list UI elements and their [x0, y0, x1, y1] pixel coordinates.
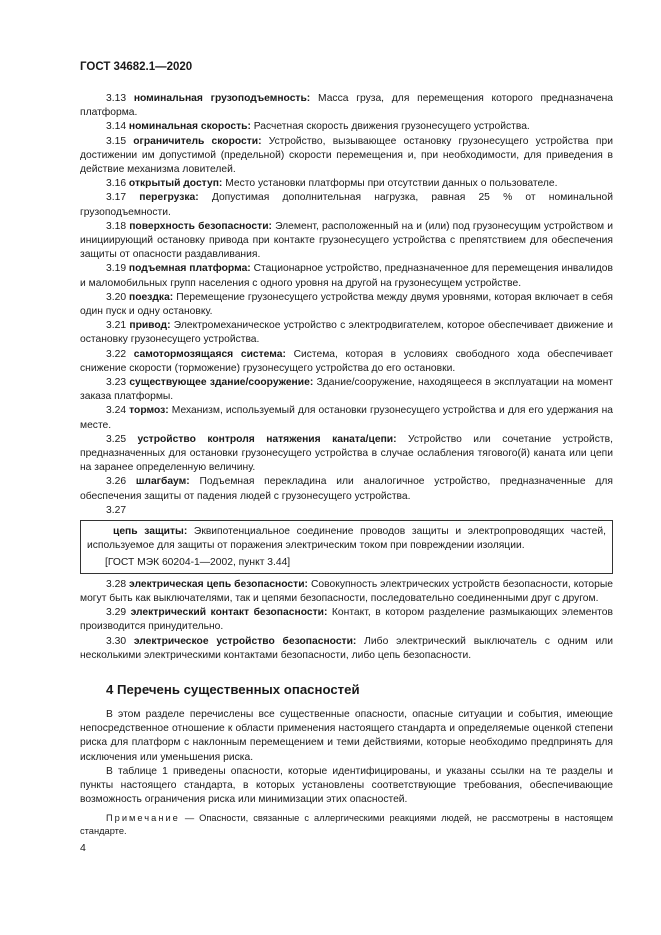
term-label: самотормозящаяся система:: [133, 348, 286, 360]
section-paragraph-1: В этом разделе перечислены все существенные опасности, опасные ситуации и события, имеющие непосредственное отношение к области применения настоящего стандарта и определяемые оценкой степени риска для платформ с наклонным перемещением и теми действиями, которые необходимо предпринять для исключения или уменьшения риска.: [80, 708, 613, 763]
term-definition: Допустимая дополнительная нагрузка, равная 25 % от номинальной грузоподъемности.: [80, 192, 613, 218]
term-definition: Система, которая в условиях свободного хода обеспечивает снижение скорости (торможение) грузонесущего устройства до его остановки.: [80, 348, 613, 374]
term-definition: Место установки платформы при отсутствии данных о пользователе.: [225, 178, 558, 190]
term-number: 3.25: [106, 433, 127, 445]
term-label: тормоз:: [129, 405, 169, 417]
term-number: 3.13: [106, 93, 127, 104]
term-label: номинальная скорость:: [128, 121, 251, 133]
term-label: устройство контроля натяжения каната/цепи:: [137, 433, 397, 445]
term-definition: Электромеханическое устройство с электродвигателем, которое обеспечивает движение и остановку грузонесущего устройства.: [80, 320, 613, 346]
term-number: 3.17: [106, 192, 127, 204]
term-label: шлагбаум:: [135, 476, 190, 488]
term-entry: [80, 606, 613, 634]
term-number: 3.30: [106, 635, 127, 647]
term-label: ограничитель скорости:: [133, 135, 262, 147]
note-label: Примечание: [106, 813, 180, 824]
page-number: 4: [80, 842, 86, 854]
section-paragraph-2: В таблице 1 приведены опасности, которые идентифицированы, и указаны ссылки на те разделы и пункты настоящего стандарта, в которых установлены соответствующие требования, обеспечивающие возможность ограничения риска или минимизации этих опасностей.: [80, 765, 613, 806]
term-entry: [80, 433, 613, 476]
boxed-term-definition: Эквипотенциальное соединение проводов защиты и электропроводящих частей, используемое для защиты от поражения электрическим током при повреждении изоляции.: [87, 526, 606, 552]
term-number: 3.16: [106, 178, 127, 190]
page-body: [80, 92, 613, 838]
term-definition: Стационарное устройство, предназначенное для перемещения инвалидов и маломобильных групп населения с одного уровня на другой на грузонесущем устройстве.: [80, 263, 613, 289]
term-definition: Устройство, вызывающее остановку грузонесущего устройства при достижении им допустимой (предельной) скорости перемещения и, при необходимости, для приведения в действие механизма ловителей.: [80, 135, 613, 176]
term-entry: [80, 319, 613, 347]
term-label: поездка:: [129, 291, 174, 303]
term-entry: [80, 220, 613, 263]
section-title: 4 Перечень существенных опасностей: [106, 681, 360, 697]
term-entry: [80, 376, 613, 404]
term-number: 3.21: [106, 320, 127, 332]
term-number: 3.19: [106, 263, 127, 275]
boxed-term-number: 3.27: [106, 504, 127, 516]
term-number: 3.20: [106, 291, 127, 303]
term-label: электрическая цепь безопасности:: [129, 578, 308, 590]
term-definition: Элемент, расположенный на и (или) под грузонесущим устройством и инициирующий остановку привода при контакте грузонесущего устройства с препятствием для обеспечения защиты от опасности раздавливания.: [80, 220, 613, 261]
term-entry: [80, 120, 613, 134]
term-number: 3.14: [106, 121, 127, 133]
term-entry: [80, 348, 613, 376]
term-label: перегрузка:: [139, 192, 199, 204]
term-number: 3.29: [106, 607, 127, 619]
term-definition: Подъемная перекладина или аналогичное устройство, предназначенные для обеспечения защиты от падения людей с грузонесущего устройства.: [80, 476, 613, 502]
term-label: привод:: [129, 320, 171, 332]
term-number: 3.24: [106, 405, 127, 417]
term-entry: [80, 262, 613, 290]
term-label: электрический контакт безопасности:: [130, 607, 328, 619]
document-header: ГОСТ 34682.1—2020: [80, 61, 193, 73]
term-definition: Устройство или сочетание устройств, предназначенных для остановки грузонесущего устройства в случае ослабления тягового(й) каната или цепи на заранее определенную величину.: [80, 433, 613, 474]
term-definition: Контакт, в котором разделение размыкающих элементов производится принудительно.: [80, 607, 613, 633]
boxed-term-text: [87, 525, 606, 553]
terms-list-continued: [80, 578, 613, 663]
term-label: электрическое устройство безопасности:: [133, 635, 357, 647]
term-entry: [80, 291, 613, 319]
term-entry: [80, 404, 613, 432]
term-label: подъемная платформа:: [128, 263, 251, 275]
term-label: поверхность безопасности:: [129, 220, 272, 232]
term-entry: [80, 177, 613, 191]
term-number: 3.26: [106, 476, 127, 488]
boxed-term-reference: [ГОСТ МЭК 60204-1—2002, пункт 3.44]: [105, 556, 291, 568]
boxed-term-label: цепь защиты:: [113, 526, 188, 538]
term-definition: Здание/сооружение, находящееся в эксплуатации на момент заказа платформы.: [80, 377, 613, 403]
term-definition: Масса груза, для перемещения которого предназначена платформа.: [80, 93, 613, 119]
term-definition: Механизм, используемый для остановки грузонесущего устройства и для его удержания на месте.: [80, 405, 613, 431]
term-number: 3.22: [106, 348, 127, 360]
term-label: существующее здание/сооружение:: [129, 377, 314, 389]
term-definition: Совокупность электрических устройств безопасности, которые могут быть как выключателями, так и цепями безопасности, последовательно соединенными друг с другом.: [80, 578, 613, 604]
note-text: — Опасности, связанные с аллергическими реакциями людей, не рассмотрены в настоящем стандарте.: [80, 813, 613, 837]
section-note: [80, 812, 613, 838]
term-entry: [80, 191, 613, 219]
term-label: открытый доступ:: [128, 178, 223, 190]
terms-list: [80, 92, 613, 504]
term-number: 3.15: [106, 135, 127, 147]
term-entry: [80, 92, 613, 120]
term-label: номинальная грузоподъемность:: [133, 93, 311, 104]
term-number: 3.18: [106, 220, 127, 232]
boxed-term-frame: [80, 520, 613, 574]
term-entry: [80, 578, 613, 606]
term-entry: [80, 135, 613, 178]
term-number: 3.23: [106, 377, 127, 389]
term-definition: Либо электрический выключатель с одним или несколькими электрическими контактами безопасности, либо цепь безопасности.: [80, 635, 613, 661]
term-definition: Перемещение грузонесущего устройства между двумя уровнями, которая включает в себя один пуск и одну остановку.: [80, 291, 613, 318]
term-number: 3.28: [106, 578, 127, 590]
term-entry: [80, 635, 613, 663]
term-entry: [80, 475, 613, 503]
term-definition: Расчетная скорость движения грузонесущего устройства.: [253, 121, 530, 133]
